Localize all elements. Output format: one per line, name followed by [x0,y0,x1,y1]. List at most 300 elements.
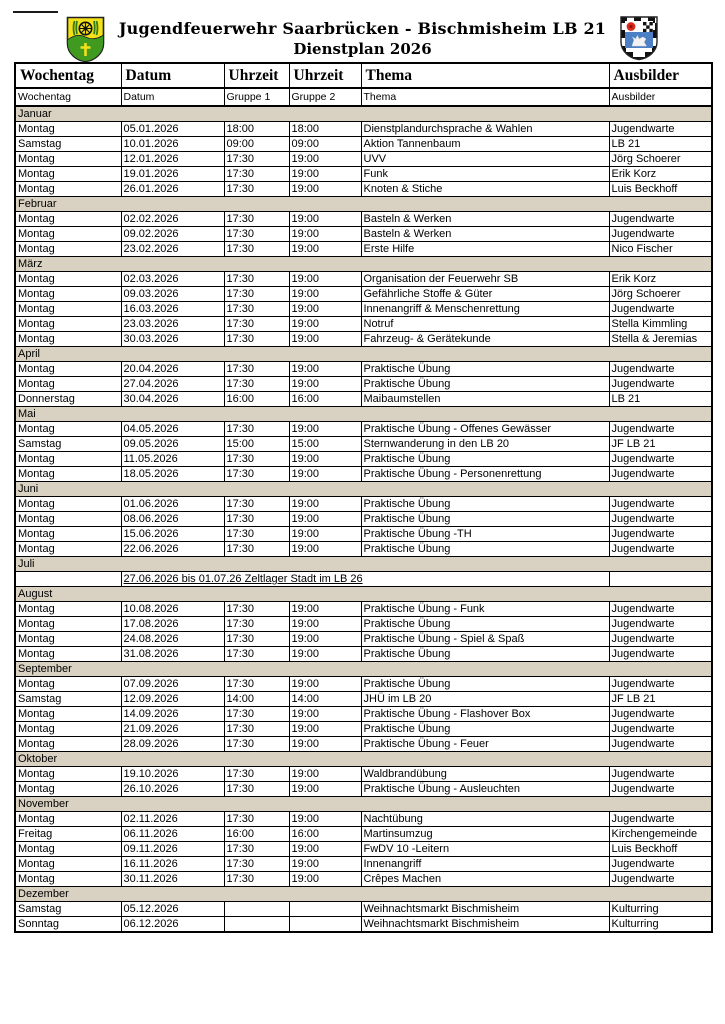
time-group1-cell: 17:30 [224,512,289,527]
topic-cell: Praktische Übung [361,377,609,392]
weekday-cell [15,572,121,587]
header-row [15,63,712,88]
date-cell: 09.11.2026 [121,842,224,857]
date-cell: 23.02.2026 [121,242,224,257]
time-group1-cell: 17:30 [224,722,289,737]
time-group1-cell: 17:30 [224,302,289,317]
instructor-cell: Jugendwarte [609,527,712,542]
subheader-cell-2: Datum [121,88,224,106]
time-group2-cell: 19:00 [289,332,361,347]
topic-cell: Innenangriff & Menschenrettung [361,302,609,317]
weekday-cell: Montag [15,842,121,857]
topic-cell: Praktische Übung - Flashover Box [361,707,609,722]
month-band-label: Dezember [15,887,712,902]
topic-cell: Maibaumstellen [361,392,609,407]
instructor-cell: Jugendwarte [609,212,712,227]
instructor-cell: Jugendwarte [609,647,712,662]
time-group2-cell: 14:00 [289,692,361,707]
topic-cell: Praktische Übung [361,677,609,692]
instructor-cell: Luis Beckhoff [609,842,712,857]
instructor-cell: LB 21 [609,137,712,152]
month-band-label: Februar [15,197,712,212]
month-band-row [15,257,712,272]
schedule-row [15,302,712,317]
topic-cell: Crêpes Machen [361,872,609,887]
date-cell: 02.11.2026 [121,812,224,827]
time-group1-cell: 17:30 [224,767,289,782]
time-group1-cell: 17:30 [224,647,289,662]
time-group2-cell: 19:00 [289,767,361,782]
time-group1-cell: 17:30 [224,737,289,752]
subheader-row [15,88,712,106]
instructor-cell: Jugendwarte [609,812,712,827]
weekday-cell: Montag [15,167,121,182]
month-band-row [15,662,712,677]
weekday-cell: Samstag [15,692,121,707]
instructor-cell: Luis Beckhoff [609,182,712,197]
weekday-cell: Montag [15,377,121,392]
topic-cell: Sternwanderung in den LB 20 [361,437,609,452]
month-band-label: August [15,587,712,602]
schedule-row [15,167,712,182]
time-group2-cell: 19:00 [289,857,361,872]
instructor-cell: Jugendwarte [609,422,712,437]
date-cell: 21.09.2026 [121,722,224,737]
time-group1-cell: 15:00 [224,437,289,452]
header-cell-6: Ausbilder [609,63,712,88]
schedule-row [15,707,712,722]
topic-cell: Waldbrandübung [361,767,609,782]
time-group2-cell: 19:00 [289,377,361,392]
time-group2-cell: 19:00 [289,602,361,617]
weekday-cell: Montag [15,782,121,797]
time-group1-cell: 09:00 [224,137,289,152]
schedule-row [15,332,712,347]
topic-cell: Innenangriff [361,857,609,872]
date-cell: 16.11.2026 [121,857,224,872]
time-group1-cell: 17:30 [224,167,289,182]
time-group2-cell: 19:00 [289,287,361,302]
weekday-cell: Montag [15,212,121,227]
topic-cell: Praktische Übung - Feuer [361,737,609,752]
time-group1-cell: 17:30 [224,707,289,722]
topic-cell: Dienstplandurchsprache & Wahlen [361,122,609,137]
date-cell: 07.09.2026 [121,677,224,692]
time-group1-cell: 17:30 [224,632,289,647]
weekday-cell: Montag [15,737,121,752]
instructor-cell: Jugendwarte [609,632,712,647]
weekday-cell: Montag [15,542,121,557]
document-title [0,19,725,59]
month-band-row [15,407,712,422]
schedule-row [15,317,712,332]
topic-cell: Basteln & Werken [361,227,609,242]
time-group1-cell: 17:30 [224,842,289,857]
weekday-cell: Montag [15,362,121,377]
instructor-cell: Jörg Schoerer [609,152,712,167]
weekday-cell: Montag [15,617,121,632]
weekday-cell: Montag [15,767,121,782]
time-group2-cell: 19:00 [289,812,361,827]
schedule-row [15,677,712,692]
schedule-row [15,527,712,542]
month-band-label: Juni [15,482,712,497]
weekday-cell: Montag [15,452,121,467]
weekday-cell: Montag [15,122,121,137]
date-cell: 19.10.2026 [121,767,224,782]
time-group1-cell: 17:30 [224,812,289,827]
topic-cell: FwDV 10 -Leitern [361,842,609,857]
date-cell: 02.03.2026 [121,272,224,287]
time-group2-cell: 19:00 [289,677,361,692]
topic-cell: Aktion Tannenbaum [361,137,609,152]
schedule-row [15,542,712,557]
time-group2-cell: 19:00 [289,242,361,257]
instructor-cell: Jugendwarte [609,767,712,782]
time-group1-cell: 17:30 [224,287,289,302]
time-group1-cell: 17:30 [224,317,289,332]
time-group1-cell: 17:30 [224,152,289,167]
topic-cell: Praktische Übung - Offenes Gewässer [361,422,609,437]
camp-note-row [15,572,712,587]
topic-cell: Funk [361,167,609,182]
title-line1: Jugendfeuerwehr Saarbrücken - Bischmisheim LB 21 [118,19,607,38]
date-cell: 11.05.2026 [121,452,224,467]
date-cell: 27.04.2026 [121,377,224,392]
time-group1-cell: 17:30 [224,857,289,872]
date-cell: 31.08.2026 [121,647,224,662]
weekday-cell: Montag [15,302,121,317]
weekday-cell: Montag [15,872,121,887]
date-cell: 02.02.2026 [121,212,224,227]
subheader-cell-4: Gruppe 2 [289,88,361,106]
date-cell: 05.12.2026 [121,902,224,917]
time-group2-cell: 19:00 [289,317,361,332]
instructor-cell: Jugendwarte [609,512,712,527]
topic-cell: Praktische Übung [361,497,609,512]
date-cell: 16.03.2026 [121,302,224,317]
table-body [15,106,712,932]
time-group2-cell: 19:00 [289,302,361,317]
time-group2-cell: 19:00 [289,872,361,887]
topic-cell: Nachtübung [361,812,609,827]
schedule-row [15,452,712,467]
topic-cell: Organisation der Feuerwehr SB [361,272,609,287]
schedule-row [15,182,712,197]
schedule-row [15,152,712,167]
date-cell: 04.05.2026 [121,422,224,437]
time-group1-cell: 17:30 [224,182,289,197]
weekday-cell: Montag [15,152,121,167]
weekday-cell: Sonntag [15,917,121,933]
dienstplan-table [14,62,713,933]
instructor-cell: Erik Korz [609,167,712,182]
schedule-row [15,392,712,407]
time-group2-cell: 19:00 [289,422,361,437]
time-group2-cell: 19:00 [289,512,361,527]
date-cell: 09.02.2026 [121,227,224,242]
instructor-cell: Kulturring [609,917,712,933]
time-group1-cell: 17:30 [224,332,289,347]
schedule-row [15,602,712,617]
instructor-cell: JF LB 21 [609,437,712,452]
date-cell: 19.01.2026 [121,167,224,182]
schedule-row [15,782,712,797]
topic-cell: Praktische Übung -TH [361,527,609,542]
topic-cell: Praktische Übung [361,722,609,737]
month-band-label: Januar [15,106,712,122]
weekday-cell: Montag [15,467,121,482]
instructor-cell: Jugendwarte [609,377,712,392]
schedule-row [15,242,712,257]
time-group2-cell: 19:00 [289,212,361,227]
time-group1-cell: 17:30 [224,242,289,257]
schedule-row [15,812,712,827]
weekday-cell: Montag [15,287,121,302]
weekday-cell: Freitag [15,827,121,842]
weekday-cell: Montag [15,182,121,197]
weekday-cell: Montag [15,317,121,332]
weekday-cell: Montag [15,857,121,872]
topic-cell: JHÜ im LB 20 [361,692,609,707]
time-group1-cell: 17:30 [224,377,289,392]
schedule-row [15,287,712,302]
header-cell-3: Uhrzeit [224,63,289,88]
schedule-row [15,872,712,887]
time-group2-cell: 19:00 [289,272,361,287]
time-group1-cell: 16:00 [224,392,289,407]
title-line2: Dienstplan 2026 [293,40,432,58]
time-group2-cell: 18:00 [289,122,361,137]
weekday-cell: Donnerstag [15,392,121,407]
schedule-row [15,467,712,482]
month-band-row [15,482,712,497]
topic-cell: Praktische Übung - Ausleuchten [361,782,609,797]
time-group2-cell: 19:00 [289,497,361,512]
time-group2-cell: 19:00 [289,467,361,482]
date-cell: 12.01.2026 [121,152,224,167]
time-group2-cell: 19:00 [289,707,361,722]
date-cell: 20.04.2026 [121,362,224,377]
month-band-label: September [15,662,712,677]
time-group2-cell: 19:00 [289,362,361,377]
weekday-cell: Montag [15,527,121,542]
date-cell: 30.03.2026 [121,332,224,347]
schedule-row [15,827,712,842]
date-cell: 26.01.2026 [121,182,224,197]
time-group1-cell [224,902,289,917]
instructor-cell: Nico Fischer [609,242,712,257]
instructor-cell: Jugendwarte [609,617,712,632]
topic-cell: Praktische Übung - Funk [361,602,609,617]
topic-cell: Notruf [361,317,609,332]
time-group1-cell: 17:30 [224,272,289,287]
instructor-cell: Jugendwarte [609,722,712,737]
page-top-rule [13,11,58,13]
date-cell: 12.09.2026 [121,692,224,707]
schedule-row [15,917,712,933]
time-group2-cell: 19:00 [289,527,361,542]
instructor-cell: Jugendwarte [609,857,712,872]
header-cell-2: Datum [121,63,224,88]
date-cell: 05.01.2026 [121,122,224,137]
instructor-cell: Jugendwarte [609,782,712,797]
date-cell: 06.12.2026 [121,917,224,933]
time-group2-cell: 19:00 [289,152,361,167]
weekday-cell: Samstag [15,437,121,452]
topic-cell: Basteln & Werken [361,212,609,227]
instructor-cell: Jugendwarte [609,737,712,752]
time-group2-cell: 19:00 [289,167,361,182]
instructor-cell: Jugendwarte [609,602,712,617]
topic-cell: Praktische Übung - Personenrettung [361,467,609,482]
schedule-row [15,122,712,137]
topic-cell: Praktische Übung [361,617,609,632]
time-group1-cell: 17:30 [224,782,289,797]
schedule-row [15,227,712,242]
schedule-row [15,362,712,377]
topic-cell: Praktische Übung [361,362,609,377]
weekday-cell: Montag [15,677,121,692]
time-group2-cell: 19:00 [289,452,361,467]
schedule-row [15,422,712,437]
month-band-row [15,557,712,572]
instructor-cell: Kulturring [609,902,712,917]
time-group2-cell: 19:00 [289,737,361,752]
subheader-cell-5: Thema [361,88,609,106]
instructor-cell: Stella & Jeremias [609,332,712,347]
month-band-label: Oktober [15,752,712,767]
time-group2-cell: 19:00 [289,722,361,737]
schedule-row [15,722,712,737]
instructor-cell: Jugendwarte [609,227,712,242]
topic-cell: UVV [361,152,609,167]
instructor-cell: Jugendwarte [609,302,712,317]
month-band-row [15,106,712,122]
time-group1-cell: 17:30 [224,212,289,227]
schedule-row [15,512,712,527]
instructor-cell: Jugendwarte [609,467,712,482]
weekday-cell: Montag [15,422,121,437]
instructor-cell: Jugendwarte [609,872,712,887]
time-group1-cell: 17:30 [224,227,289,242]
weekday-cell: Montag [15,632,121,647]
month-band-label: November [15,797,712,812]
date-cell: 22.06.2026 [121,542,224,557]
date-cell: 18.05.2026 [121,467,224,482]
subheader-cell-6: Ausbilder [609,88,712,106]
instructor-cell [609,572,712,587]
time-group1-cell: 17:30 [224,422,289,437]
topic-cell: Knoten & Stiche [361,182,609,197]
time-group2-cell: 16:00 [289,827,361,842]
time-group1-cell: 17:30 [224,677,289,692]
schedule-row [15,632,712,647]
instructor-cell: Erik Korz [609,272,712,287]
weekday-cell: Montag [15,812,121,827]
time-group2-cell [289,917,361,933]
instructor-cell: Jugendwarte [609,497,712,512]
weekday-cell: Montag [15,497,121,512]
time-group1-cell: 17:30 [224,497,289,512]
date-cell: 10.01.2026 [121,137,224,152]
instructor-cell: Jugendwarte [609,542,712,557]
schedule-row [15,647,712,662]
schedule-row [15,497,712,512]
instructor-cell: Jugendwarte [609,122,712,137]
schedule-row [15,617,712,632]
subheader-cell-3: Gruppe 1 [224,88,289,106]
camp-note-cell: 27.06.2026 bis 01.07.26 Zeltlager Stadt im LB 26 [121,572,609,587]
weekday-cell: Montag [15,602,121,617]
schedule-row [15,137,712,152]
instructor-cell: Jugendwarte [609,677,712,692]
schedule-row [15,437,712,452]
weekday-cell: Montag [15,722,121,737]
topic-cell: Martinsumzug [361,827,609,842]
date-cell: 01.06.2026 [121,497,224,512]
date-cell: 28.09.2026 [121,737,224,752]
topic-cell: Praktische Übung [361,512,609,527]
instructor-cell: JF LB 21 [609,692,712,707]
instructor-cell: Jörg Schoerer [609,287,712,302]
month-band-label: März [15,257,712,272]
date-cell: 14.09.2026 [121,707,224,722]
topic-cell: Fahrzeug- & Gerätekunde [361,332,609,347]
date-cell: 08.06.2026 [121,512,224,527]
instructor-cell: Jugendwarte [609,362,712,377]
time-group2-cell: 19:00 [289,182,361,197]
topic-cell: Praktische Übung [361,452,609,467]
topic-cell: Praktische Übung [361,647,609,662]
schedule-row [15,767,712,782]
month-band-row [15,887,712,902]
date-cell: 24.08.2026 [121,632,224,647]
time-group1-cell: 17:30 [224,527,289,542]
time-group1-cell: 17:30 [224,467,289,482]
time-group2-cell: 19:00 [289,782,361,797]
schedule-row [15,842,712,857]
instructor-cell: LB 21 [609,392,712,407]
schedule-row [15,737,712,752]
month-band-row [15,347,712,362]
weekday-cell: Montag [15,707,121,722]
time-group2-cell: 19:00 [289,617,361,632]
weekday-cell: Samstag [15,137,121,152]
date-cell: 30.04.2026 [121,392,224,407]
time-group1-cell [224,917,289,933]
month-band-row [15,197,712,212]
time-group2-cell: 19:00 [289,542,361,557]
weekday-cell: Samstag [15,902,121,917]
schedule-row [15,272,712,287]
schedule-row [15,902,712,917]
date-cell: 15.06.2026 [121,527,224,542]
date-cell: 09.05.2026 [121,437,224,452]
time-group2-cell: 19:00 [289,842,361,857]
topic-cell: Weihnachtsmarkt Bischmisheim [361,917,609,933]
date-cell: 30.11.2026 [121,872,224,887]
weekday-cell: Montag [15,242,121,257]
month-band-label: Mai [15,407,712,422]
date-cell: 06.11.2026 [121,827,224,842]
time-group1-cell: 17:30 [224,542,289,557]
weekday-cell: Montag [15,512,121,527]
schedule-row [15,377,712,392]
time-group2-cell [289,902,361,917]
date-cell: 10.08.2026 [121,602,224,617]
time-group1-cell: 18:00 [224,122,289,137]
